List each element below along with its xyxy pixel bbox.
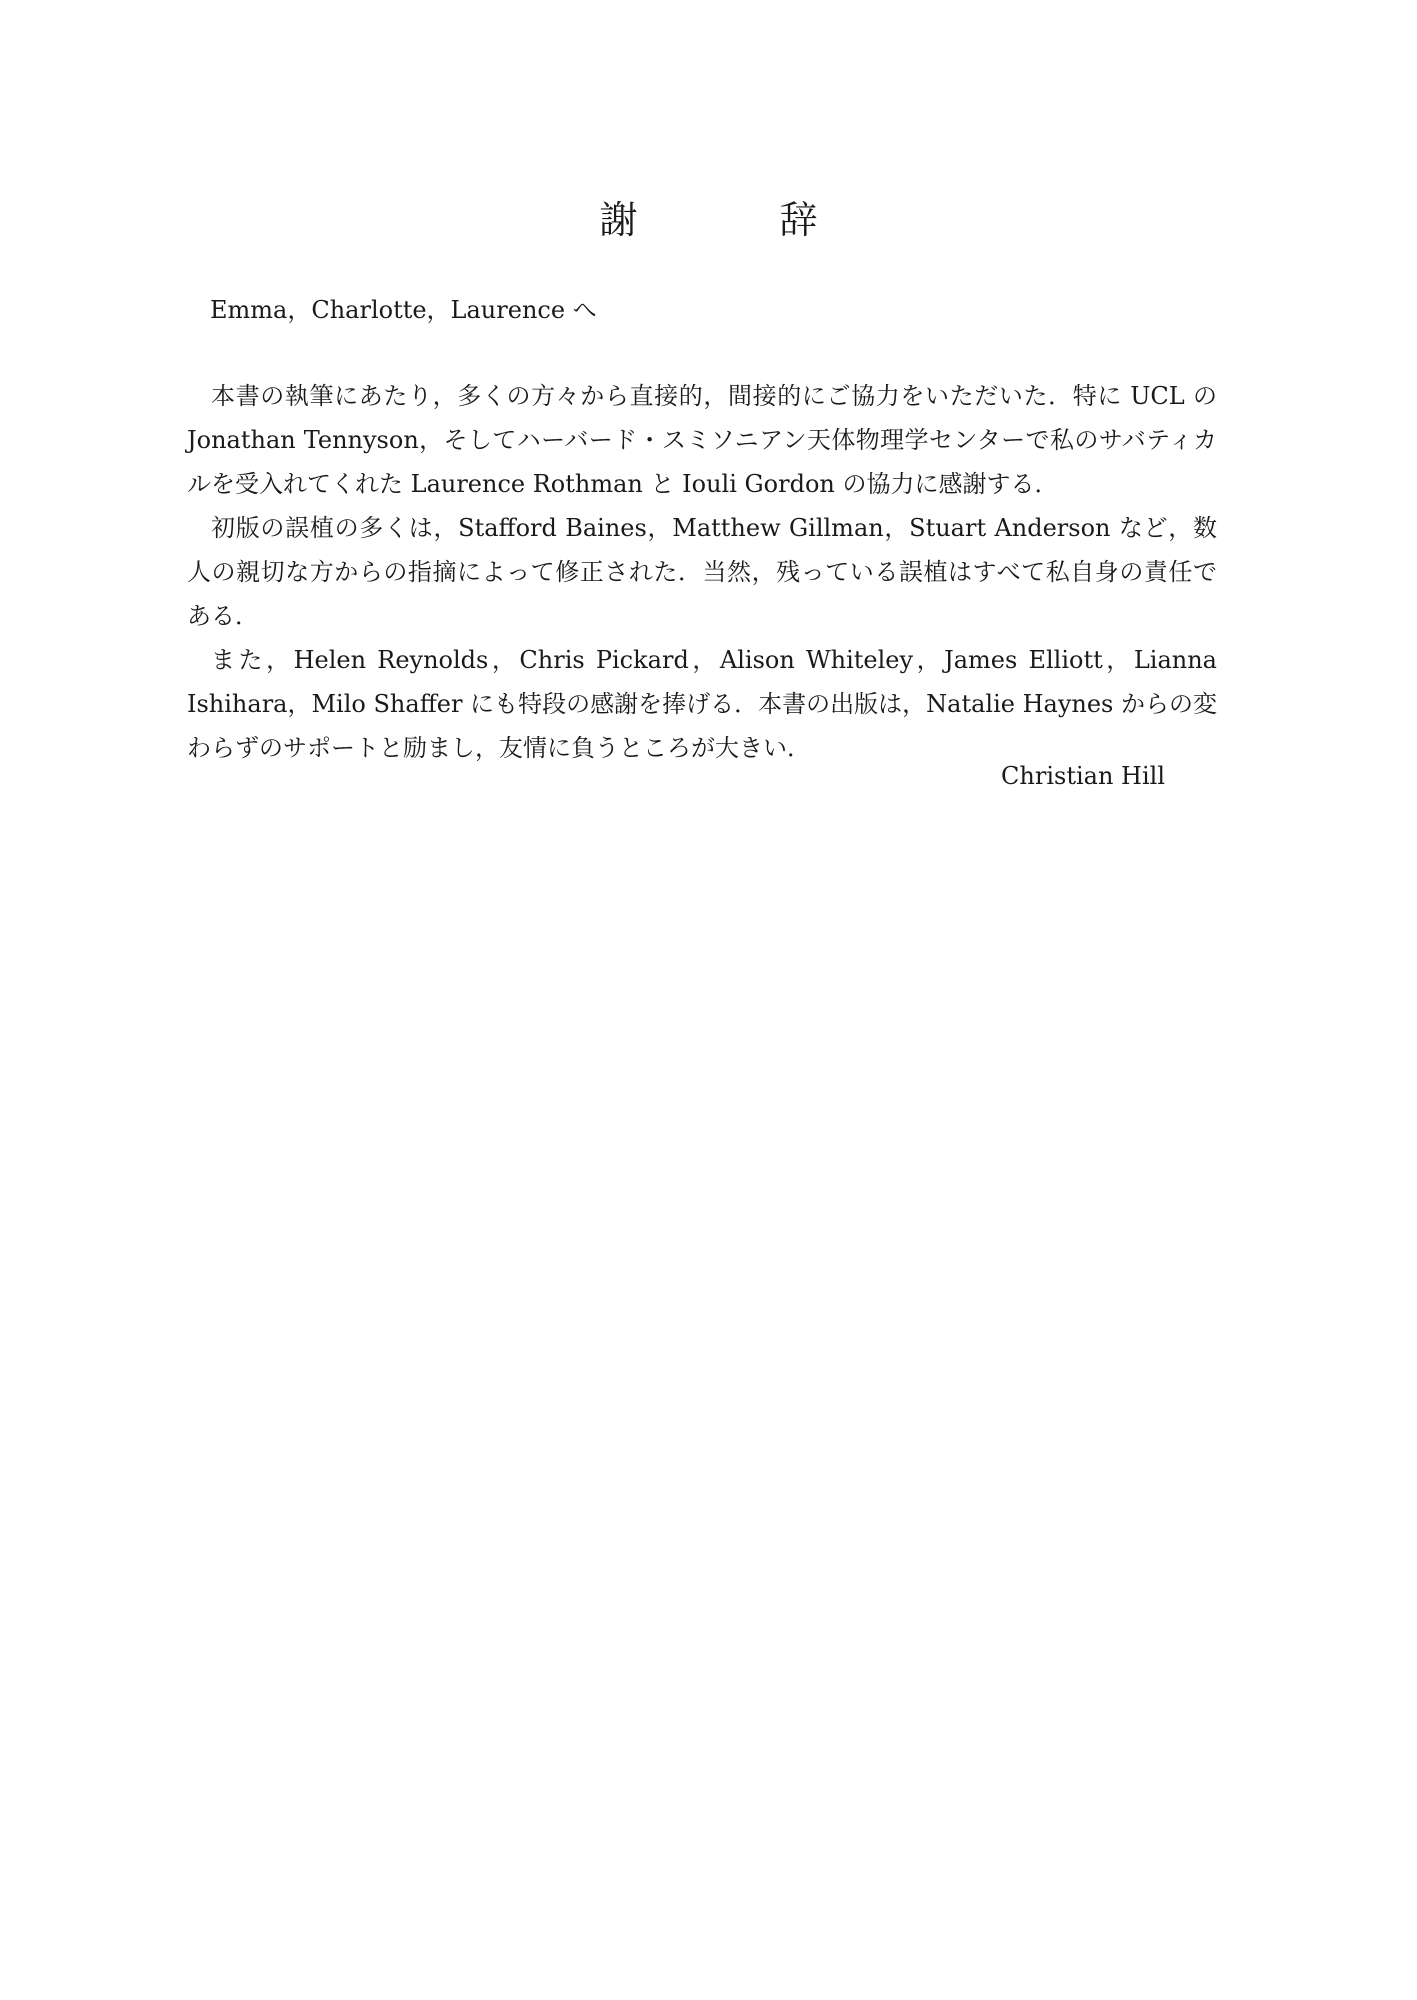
author-signature: Christian Hill xyxy=(1001,762,1165,790)
paragraph-1: 本書の執筆にあたり，多くの方々から直接的，間接的にご協力をいただいた．特に UCL の Jonathan Tennyson，そしてハーバード・スミソニアン天体物理学センターで私のサバティカルを受入れてくれた Laurence Rothman と Iouli Gordon の協力に感謝する． xyxy=(187,382,1217,498)
paragraph-3: また，Helen Reynolds，Chris Pickard，Alison Whiteley，James Elliott，Lianna Ishihara，Milo Shaffer にも特段の感謝を捧げる．本書の出版は，Natalie Haynes からの変わらずのサポートと励まし，友情に負うところが大きい． xyxy=(187,646,1217,762)
paragraph-2: 初版の誤植の多くは，Stafford Baines，Matthew Gillman，Stuart Anderson など，数人の親切な方からの指摘によって修正された．当然，残っている誤植はすべて私自身の責任である． xyxy=(187,514,1217,630)
page-title: 謝 辞 xyxy=(599,198,870,242)
dedication: Emma，Charlotte，Laurence へ xyxy=(210,296,597,324)
acknowledgements-body xyxy=(187,374,1217,770)
